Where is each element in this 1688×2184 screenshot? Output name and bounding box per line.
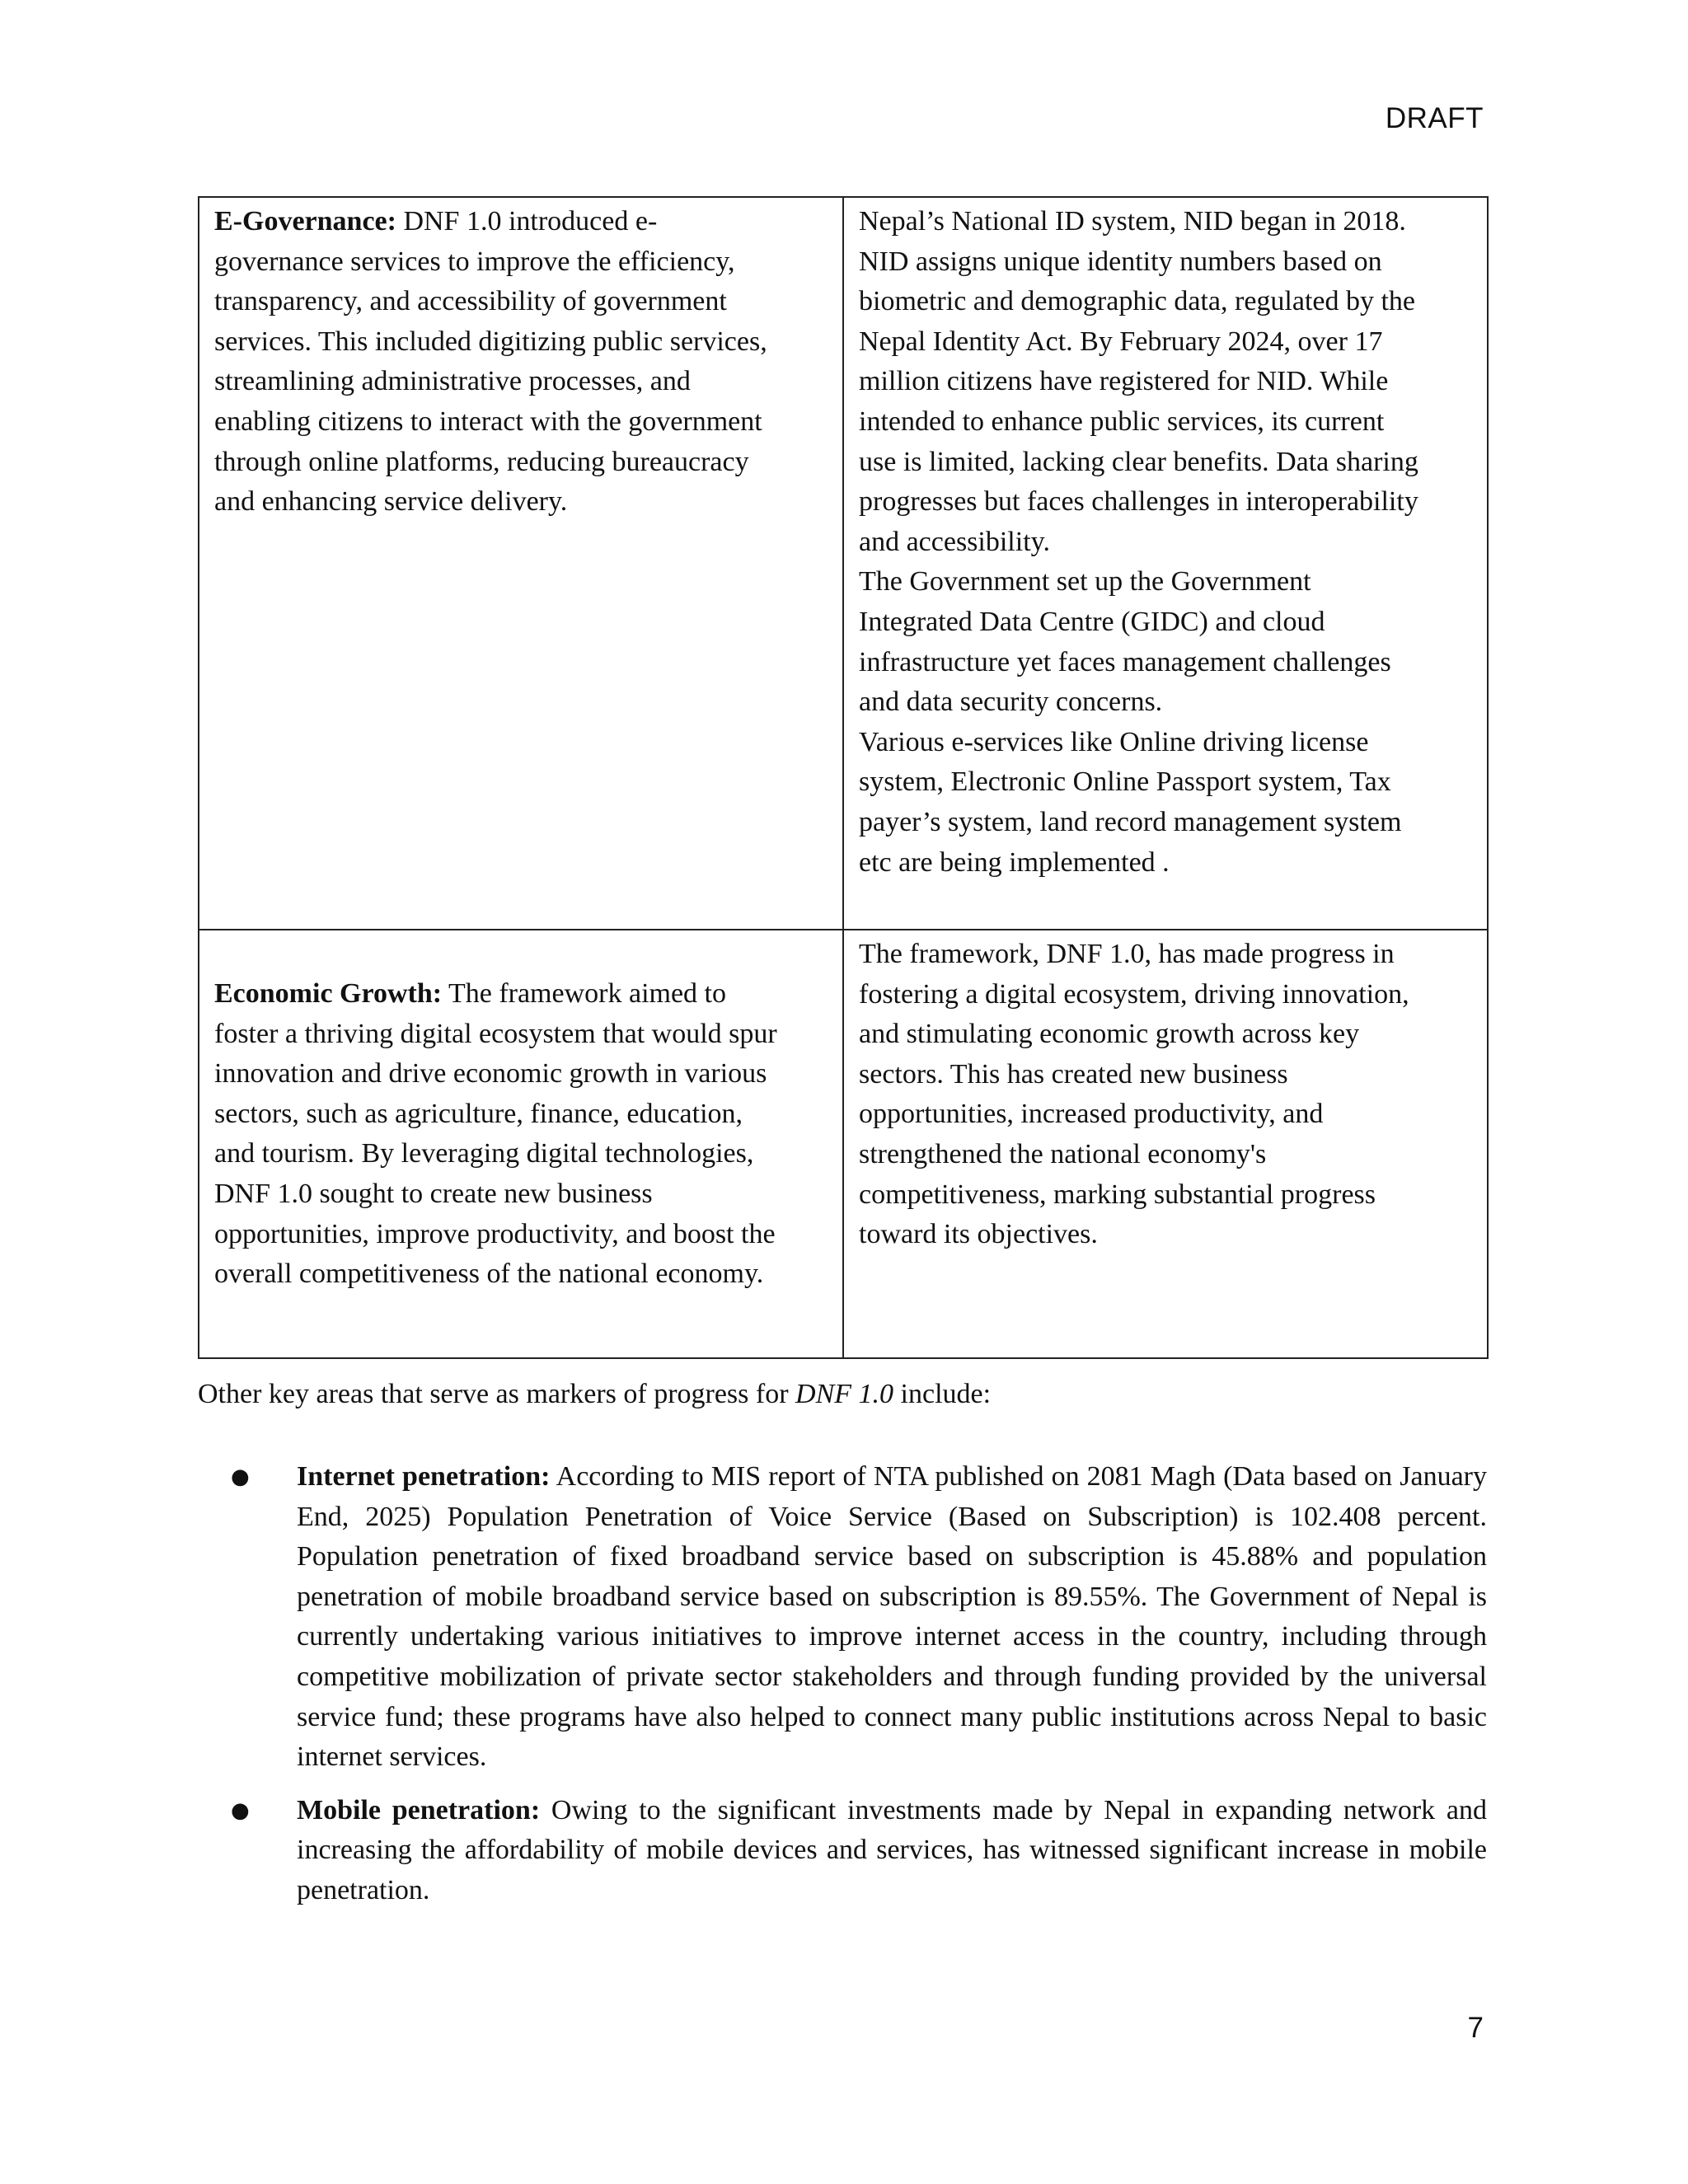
page-number: 7 — [1467, 2012, 1484, 2044]
egovernance-goal-cell — [199, 197, 843, 930]
mobile-penetration-text: Owing to the significant investments made by Nepal in expanding network and increasing the affordability of mobile devices and services, has witnessed significant increase in mobile penetration. — [297, 1794, 1488, 1905]
economic-growth-progress-cell — [843, 930, 1488, 1358]
economic-growth-goal-text — [214, 974, 829, 1295]
egovernance-title: E-Governance: — [214, 206, 396, 237]
economic-growth-progress-text: The framework, DNF 1.0, has made progress in fostering a digital ecosystem, driving innovation, and stimulating economic growth across key sectors. This has created new business opportunities, increased productivity, and strengthened the national economy's competitiveness, marking substantial progress toward its objectives. — [859, 939, 1409, 1250]
economic-growth-title: Economic Growth: — [214, 978, 443, 1009]
draft-label: DRAFT — [1385, 102, 1484, 134]
egovernance-goal-text — [214, 202, 829, 523]
table-row — [199, 930, 1488, 1358]
economic-growth-goal-cell — [199, 930, 843, 1358]
intro-text-before: Other key areas that serve as markers of progress for — [198, 1379, 796, 1409]
markers-intro-paragraph — [198, 1375, 991, 1415]
egovernance-progress-cell — [843, 197, 1488, 930]
bullet-icon: ● — [231, 1465, 250, 1489]
bullet-icon: ● — [231, 1797, 250, 1823]
intro-text-after: include: — [893, 1379, 992, 1409]
list-item-internet-penetration — [198, 1457, 1487, 1778]
progress-table — [198, 196, 1489, 1359]
mobile-penetration-title: Mobile penetration: — [297, 1794, 541, 1825]
internet-penetration-title: Internet penetration: — [297, 1461, 551, 1492]
markers-bullet-list — [198, 1457, 1487, 1924]
table-row — [199, 197, 1488, 930]
egovernance-description: DNF 1.0 introduced e- governance services to improve the efficiency, transparency, and accessibility of government services. This included digitizing public services, streamlining administrative processes, and enabling citizens to interact with the government through online platforms, reducing bureaucracy and enhancing service delivery. — [214, 206, 767, 518]
list-item-mobile-penetration — [198, 1791, 1487, 1911]
intro-text-emphasis: DNF 1.0 — [795, 1379, 894, 1409]
economic-growth-description: The framework aimed to foster a thriving digital ecosystem that would spur innovation and drive economic growth in various sectors, such as agriculture, finance, education, and tourism. By leveraging digital technologies, DNF 1.0 sought to create new business opportunities, improve productivity, and boost the overall competitiveness of the national economy. — [214, 978, 777, 1290]
egovernance-progress-text: Nepal’s National ID system, NID began in 2018. NID assigns unique identity numbers based on biometric and demographic data, regulated by the Nepal Identity Act. By February 2024, over 17 million citizens have registered for NID. While intended to enhance public services, its current use is limited, lacking clear benefits. Data sharing progresses but faces challenges in interoperability and accessibility. The Government set up the Government Integrated Data Centre (GIDC) and cloud infrastructure yet faces management challenges and data security concerns. Various e-services like Online driving license system, Electronic Online Passport system, Tax payer’s system, land record management system etc are being implemented . — [859, 206, 1418, 878]
internet-penetration-text: According to MIS report of NTA published on 2081 Magh (Data based on January End, 2025) Population Penetration of Voice Service (Based on Subscription) is 102.408 percent. Population penetration of fixed broadband service based on subscription is 45.88% and population penetration of mobile broadband service based on subscription is 89.55%. The Government of Nepal is currently undertaking various initiatives to improve internet access in the country, including through competitive mobilization of private sector stakeholders and through funding provided by the universal service fund; these programs have also helped to connect many public institutions across Nepal to basic internet services. — [297, 1461, 1487, 1773]
